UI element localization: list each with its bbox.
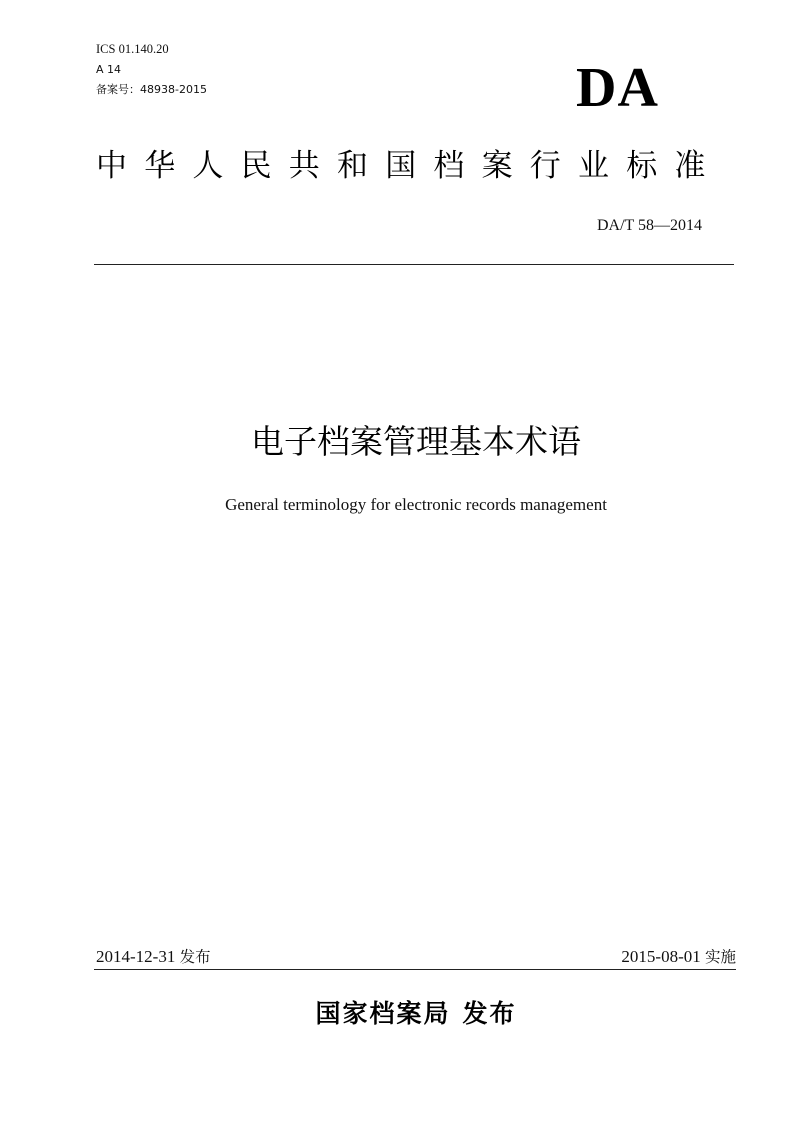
document-title-english: General terminology for electronic records management [225, 495, 607, 514]
record-number: 备案号：48938-2015 [96, 83, 207, 96]
standard-category-heading: 中华人民共和国档案行业标准 [96, 148, 723, 184]
classification-code: A 14 [96, 63, 122, 76]
issue-date: 2014-12-31 [96, 947, 176, 966]
standard-code: DA/T 58—2014 [596, 217, 702, 234]
issue-label: 发布 [179, 948, 211, 966]
publisher-line [96, 996, 736, 1032]
ics-code: ICS 01.140.20 [96, 42, 169, 56]
da-logo: DA [576, 57, 659, 119]
effective-date-line [560, 946, 736, 968]
publisher-action: 发布 [462, 999, 517, 1028]
publisher-organization: 国家档案局 [315, 999, 451, 1028]
top-divider [94, 264, 734, 265]
effective-label: 实施 [704, 948, 736, 966]
bottom-divider [94, 969, 736, 970]
document-title-chinese: 电子档案管理基本术语 [251, 422, 581, 461]
issue-date-line [96, 946, 211, 968]
effective-date: 2015-08-01 [621, 947, 701, 966]
